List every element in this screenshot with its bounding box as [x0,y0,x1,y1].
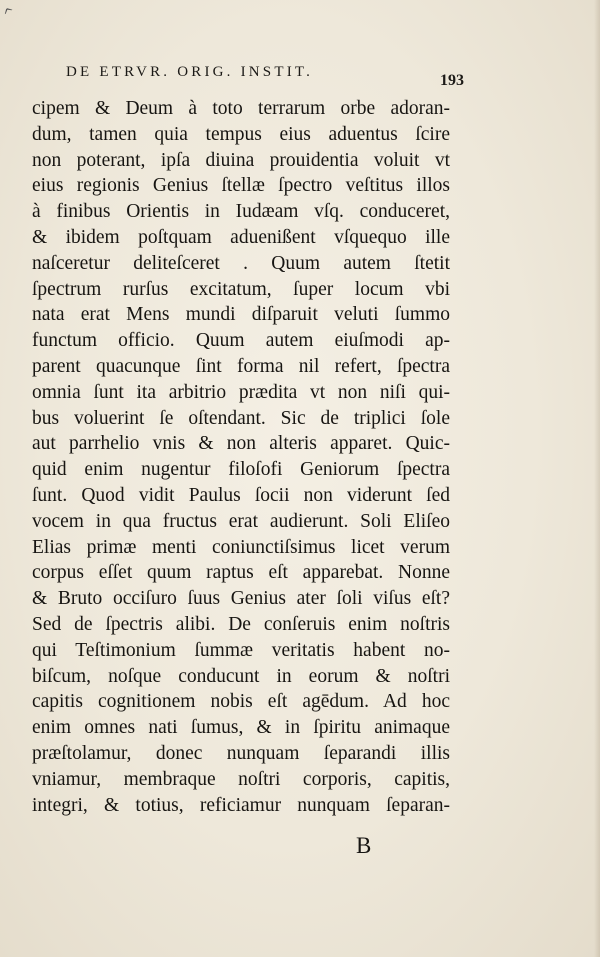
body-text [32,96,450,818]
text-line: præſtolamur, donec nunquam ſeparandi illis [32,742,450,764]
page-edge-shadow [594,0,600,957]
text-line: functum officio. Quum autem eiuſmodi ap- [32,330,450,352]
text-line: vniamur, membraque noſtri corporis, capitis, [32,768,450,790]
text-line: parent quacunque ſint forma nil refert, ſpectra [32,355,450,377]
running-head: DE ETRVR. ORIG. INSTIT. [66,64,314,80]
text-line: naſceretur deliteſceret . Quum autem ſtetit [32,252,450,274]
text-line: qui Teſtimonium ſummæ veritatis habent no- [32,639,450,661]
text-line: vocem in qua fructus erat audierunt. Soli Eliſeo [32,510,450,532]
text-line: non poterant, ipſa diuina prouidentia voluit vt [32,149,450,171]
text-line: aut parrhelio vnis & non alteris apparet. Quic- [32,433,450,455]
text-line: & ibidem poſtquam aduenißent vſquequo ille [32,226,450,248]
text-line: nata erat Mens mundi diſparuit veluti ſummo [32,304,450,326]
page-number: 193 [440,72,464,89]
text-line: Sed de ſpectris alibi. De conſeruis enim noſtris [32,613,450,635]
text-line: omnia ſunt ita arbitrio prædita vt non niſi qui- [32,381,450,403]
text-line: ſpectrum rurſus excitatum, ſuper locum vbi [32,278,450,300]
text-line: biſcum, noſque conducunt in eorum & noſtri [32,665,450,687]
text-line: ſunt. Quod vidit Paulus ſocii non viderunt ſed [32,484,450,506]
text-line: integri, & totius, reficiamur nunquam ſeparan- [32,794,450,816]
signature-mark: B [356,833,372,858]
text-line: bus voluerint ſe oſtendant. Sic de triplici ſole [32,407,450,429]
text-line: Elias primæ menti coniunctiſsimus licet verum [32,536,450,558]
text-line: quid enim nugentur filoſofi Geniorum ſpectra [32,459,450,481]
text-line: enim omnes nati ſumus, & in ſpiritu animaque [32,717,450,739]
text-line: à finibus Orientis in Iudæam vſq. conduceret, [32,201,450,223]
corner-mark: ^ [0,4,19,24]
text-line: capitis cognitionem nobis eſt agēdum. Ad hoc [32,691,450,713]
text-line: dum, tamen quia tempus eius aduentus ſcire [32,123,450,145]
text-line: & Bruto occiſuro ſuus Genius ater ſoli viſus eſt? [32,588,450,610]
text-line: eius regionis Genius ſtellæ ſpectro veſtitus illos [32,175,450,197]
text-line: cipem & Deum à toto terrarum orbe adoran- [32,98,450,119]
text-line: corpus eſſet quum raptus eſt apparebat. Nonne [32,562,450,584]
